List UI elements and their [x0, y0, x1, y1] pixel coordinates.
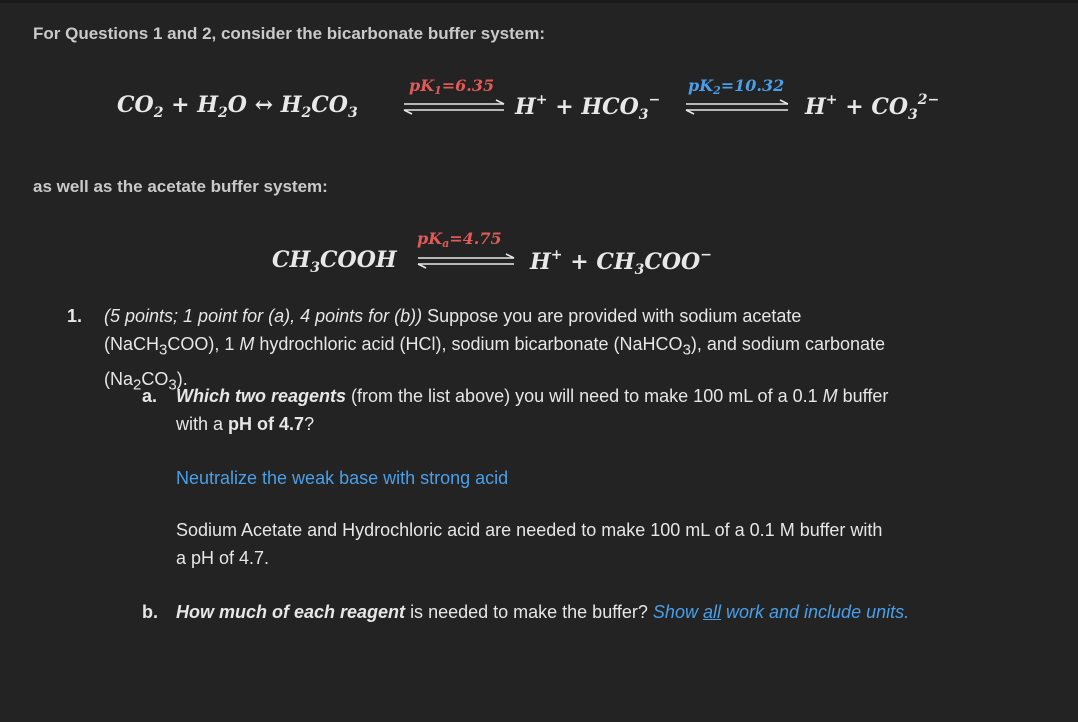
pk1-label: $pK_1=6.35$	[409, 76, 495, 97]
equilibrium-arrow-icon	[400, 98, 508, 118]
acetate-ion: $CH_3COO^-$	[596, 247, 712, 278]
top-border	[0, 0, 1078, 3]
points-text: (5 points; 1 point for (a), 4 points for (b))	[104, 306, 423, 326]
question-number: 1.	[67, 306, 83, 326]
plus-sign: +	[845, 94, 864, 120]
pk2-label: $pK_2=10.32$	[688, 76, 785, 97]
part-b-label: b.	[142, 602, 158, 622]
equation-acetate-right	[530, 247, 712, 278]
answer-text: Sodium Acetate and Hydrochloric acid are needed to make 100 mL of a 0.1 M buffer with a pH of 4.7.	[176, 520, 883, 568]
equation-bicarbonate	[117, 92, 358, 121]
co2: $CO_2$	[117, 92, 164, 121]
double-arrow-icon: ↔	[254, 92, 274, 118]
co3: $CO_3^{2-}$	[871, 92, 940, 123]
pka-label: $pK_a=4.75$	[417, 229, 502, 250]
intro-text: For Questions 1 and 2, consider the bicarbonate buffer system:	[33, 24, 546, 43]
acetate-intro-text: as well as the acetate buffer system:	[33, 177, 328, 196]
plus-sign: +	[570, 249, 589, 275]
plus-sign: +	[555, 94, 574, 120]
part-b-text: How much of each reagent is needed to make the buffer? Show all work and include units.	[176, 602, 910, 622]
part-a-text: Which two reagents (from the list above) you will need to make 100 mL of a 0.1 M buffer with a pH of 4.7?	[176, 386, 889, 434]
h-plus: H+	[530, 247, 563, 275]
h2o: $H_2O$	[197, 92, 247, 121]
part-a-label: a.	[142, 386, 158, 406]
equation-acetate-left	[272, 247, 397, 276]
equilibrium-arrow-icon	[682, 98, 792, 118]
hco3: $HCO_3^-$	[581, 92, 661, 123]
h-plus: H+	[805, 92, 838, 120]
h2co3: $H_2CO_3$	[280, 92, 358, 121]
question-1-line1: Suppose you are provided with sodium acetate	[427, 306, 802, 326]
plus-sign: +	[171, 92, 190, 118]
h-plus: H+	[515, 92, 548, 120]
question-1-line3: $(Na_2CO_3)$.	[104, 368, 188, 394]
equilibrium-arrow-icon	[414, 252, 518, 272]
question-1-line2: (NaCH$_3$COO), 1 M hydrochloric acid (HCl), sodium bicarbonate (NaHCO$_3$), and sodium carbonate	[104, 334, 886, 359]
acetic-acid: $CH_3COOH$	[272, 247, 397, 276]
answer-hint: Neutralize the weak base with strong acid	[176, 468, 509, 488]
equation-middle	[515, 92, 660, 123]
equation-right	[805, 92, 939, 123]
